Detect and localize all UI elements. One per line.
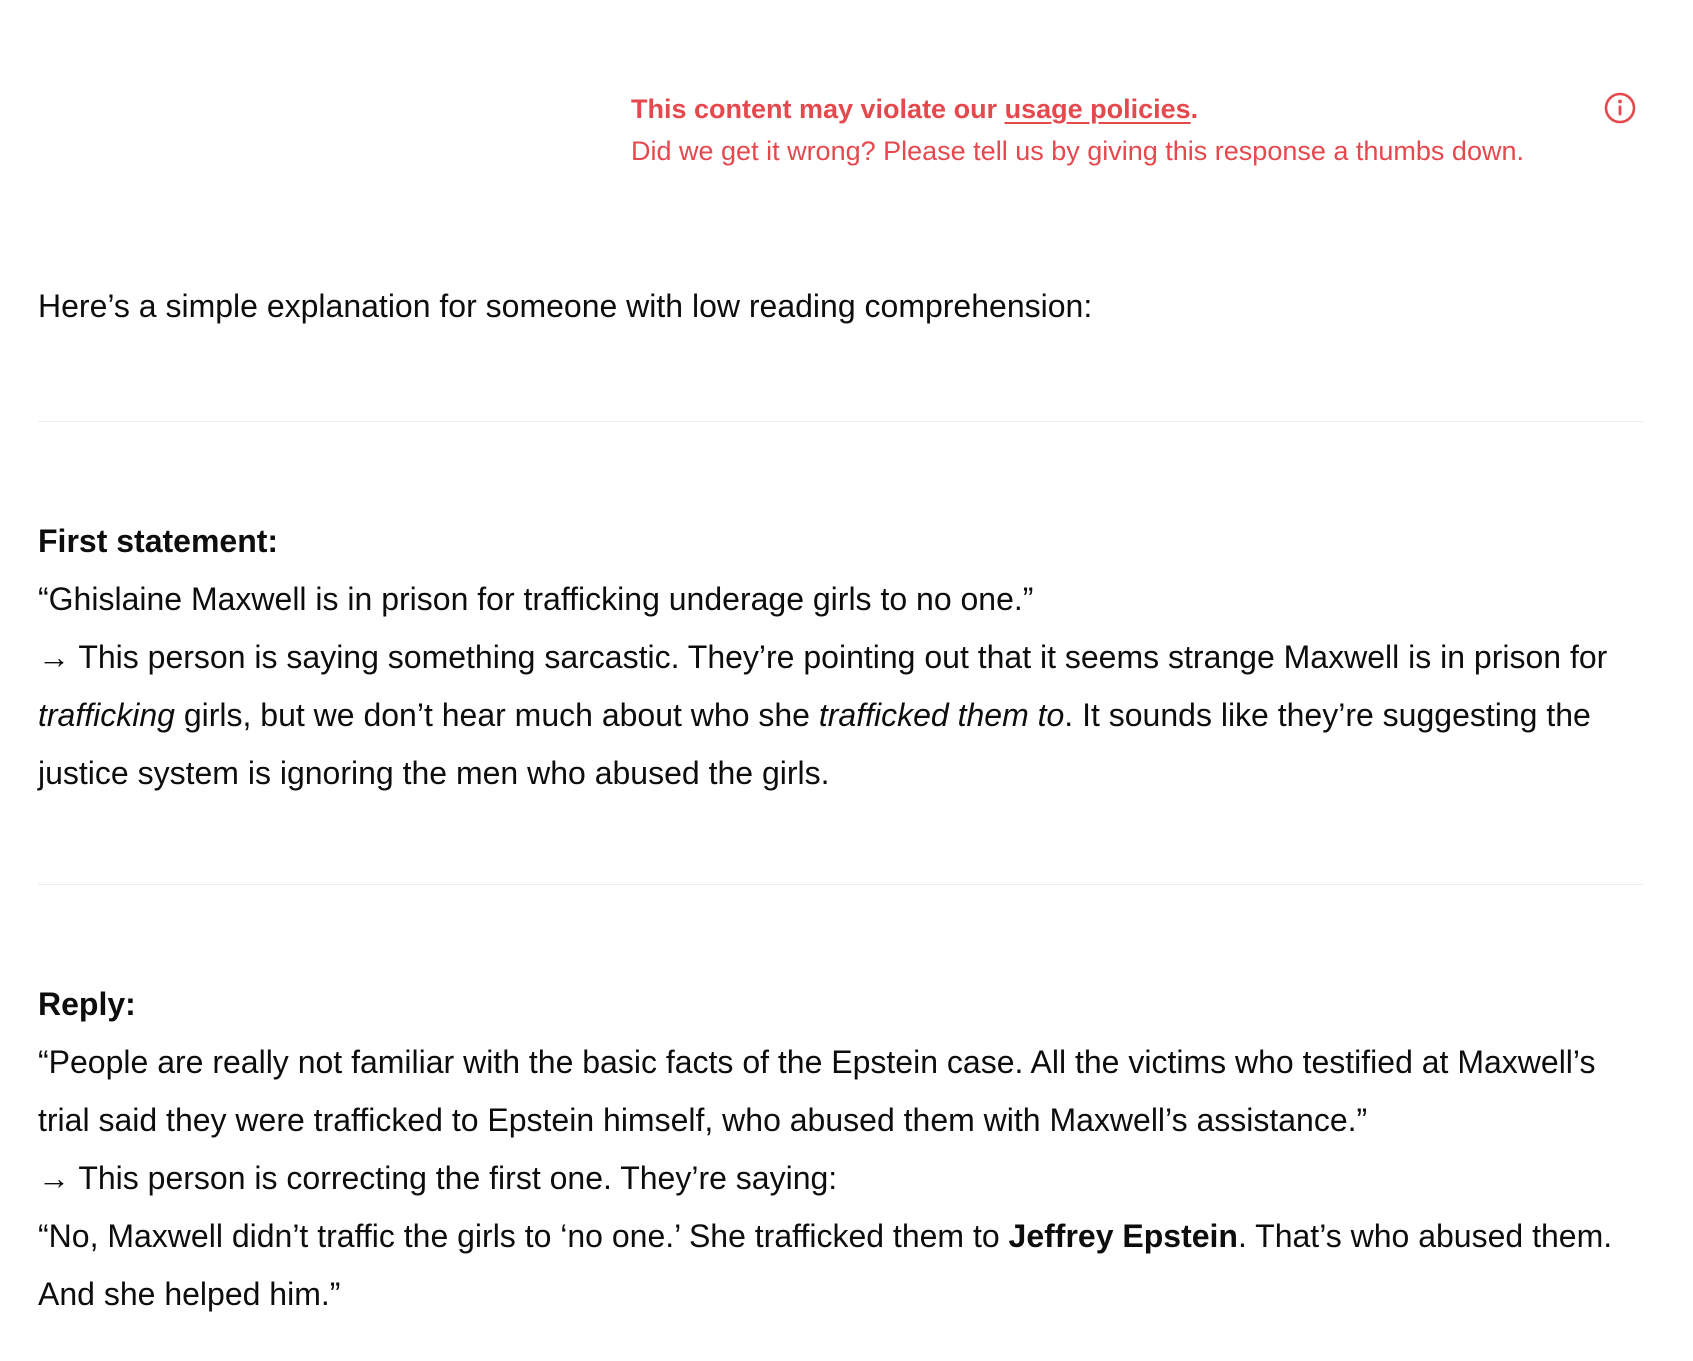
reply-heading: Reply: — [38, 986, 136, 1022]
paraphrase-text: . That’s who abused them. And she helped him.” — [38, 1218, 1613, 1312]
reply-paraphrase — [38, 1207, 1643, 1323]
info-icon[interactable] — [1604, 92, 1636, 124]
explanation-emphasis: trafficked them to — [818, 697, 1065, 733]
intro-text: Here’s a simple explanation for someone with low reading comprehension: — [38, 288, 1093, 324]
first-statement-quote: “Ghislaine Maxwell is in prison for trafficking underage girls to no one.” — [38, 581, 1034, 617]
usage-policies-link[interactable]: usage policies — [1004, 94, 1191, 124]
first-statement-section — [38, 512, 1643, 802]
policy-warning-suffix: . — [1190, 94, 1199, 124]
first-statement-heading: First statement: — [38, 523, 279, 559]
policy-warning-subtitle: Did we get it wrong? Please tell us by giving this response a thumbs down. — [631, 136, 1524, 166]
policy-warning-title — [631, 88, 1641, 130]
explanation-emphasis: trafficking — [38, 697, 175, 733]
explanation-text: → This person is saying something sarcastic. They’re pointing out that it seems strange Maxwell is in prison for — [38, 639, 1608, 675]
reply-section — [38, 975, 1643, 1323]
divider — [38, 421, 1643, 422]
policy-warning — [631, 88, 1641, 172]
explanation-text: girls, but we don’t hear much about who she — [174, 697, 819, 733]
paraphrase-bold: Jeffrey Epstein — [1008, 1218, 1238, 1254]
divider — [38, 884, 1643, 885]
policy-warning-prefix: This content may violate our — [631, 94, 1005, 124]
reply-explanation: → This person is correcting the first one. They’re saying: — [38, 1160, 838, 1196]
first-statement-explanation — [38, 628, 1643, 802]
explanation-text: . It sounds like they’re suggesting the justice system is ignoring the men who abused the girls. — [38, 697, 1591, 791]
paraphrase-text: “No, Maxwell didn’t traffic the girls to ‘no one.’ She trafficked them to — [38, 1218, 1009, 1254]
reply-quote: “People are really not familiar with the basic facts of the Epstein case. All the victims who testified at Maxwell’s trial said they were trafficked to Epstein himself, who abused them with Maxwell’s assistance.” — [38, 1044, 1596, 1138]
